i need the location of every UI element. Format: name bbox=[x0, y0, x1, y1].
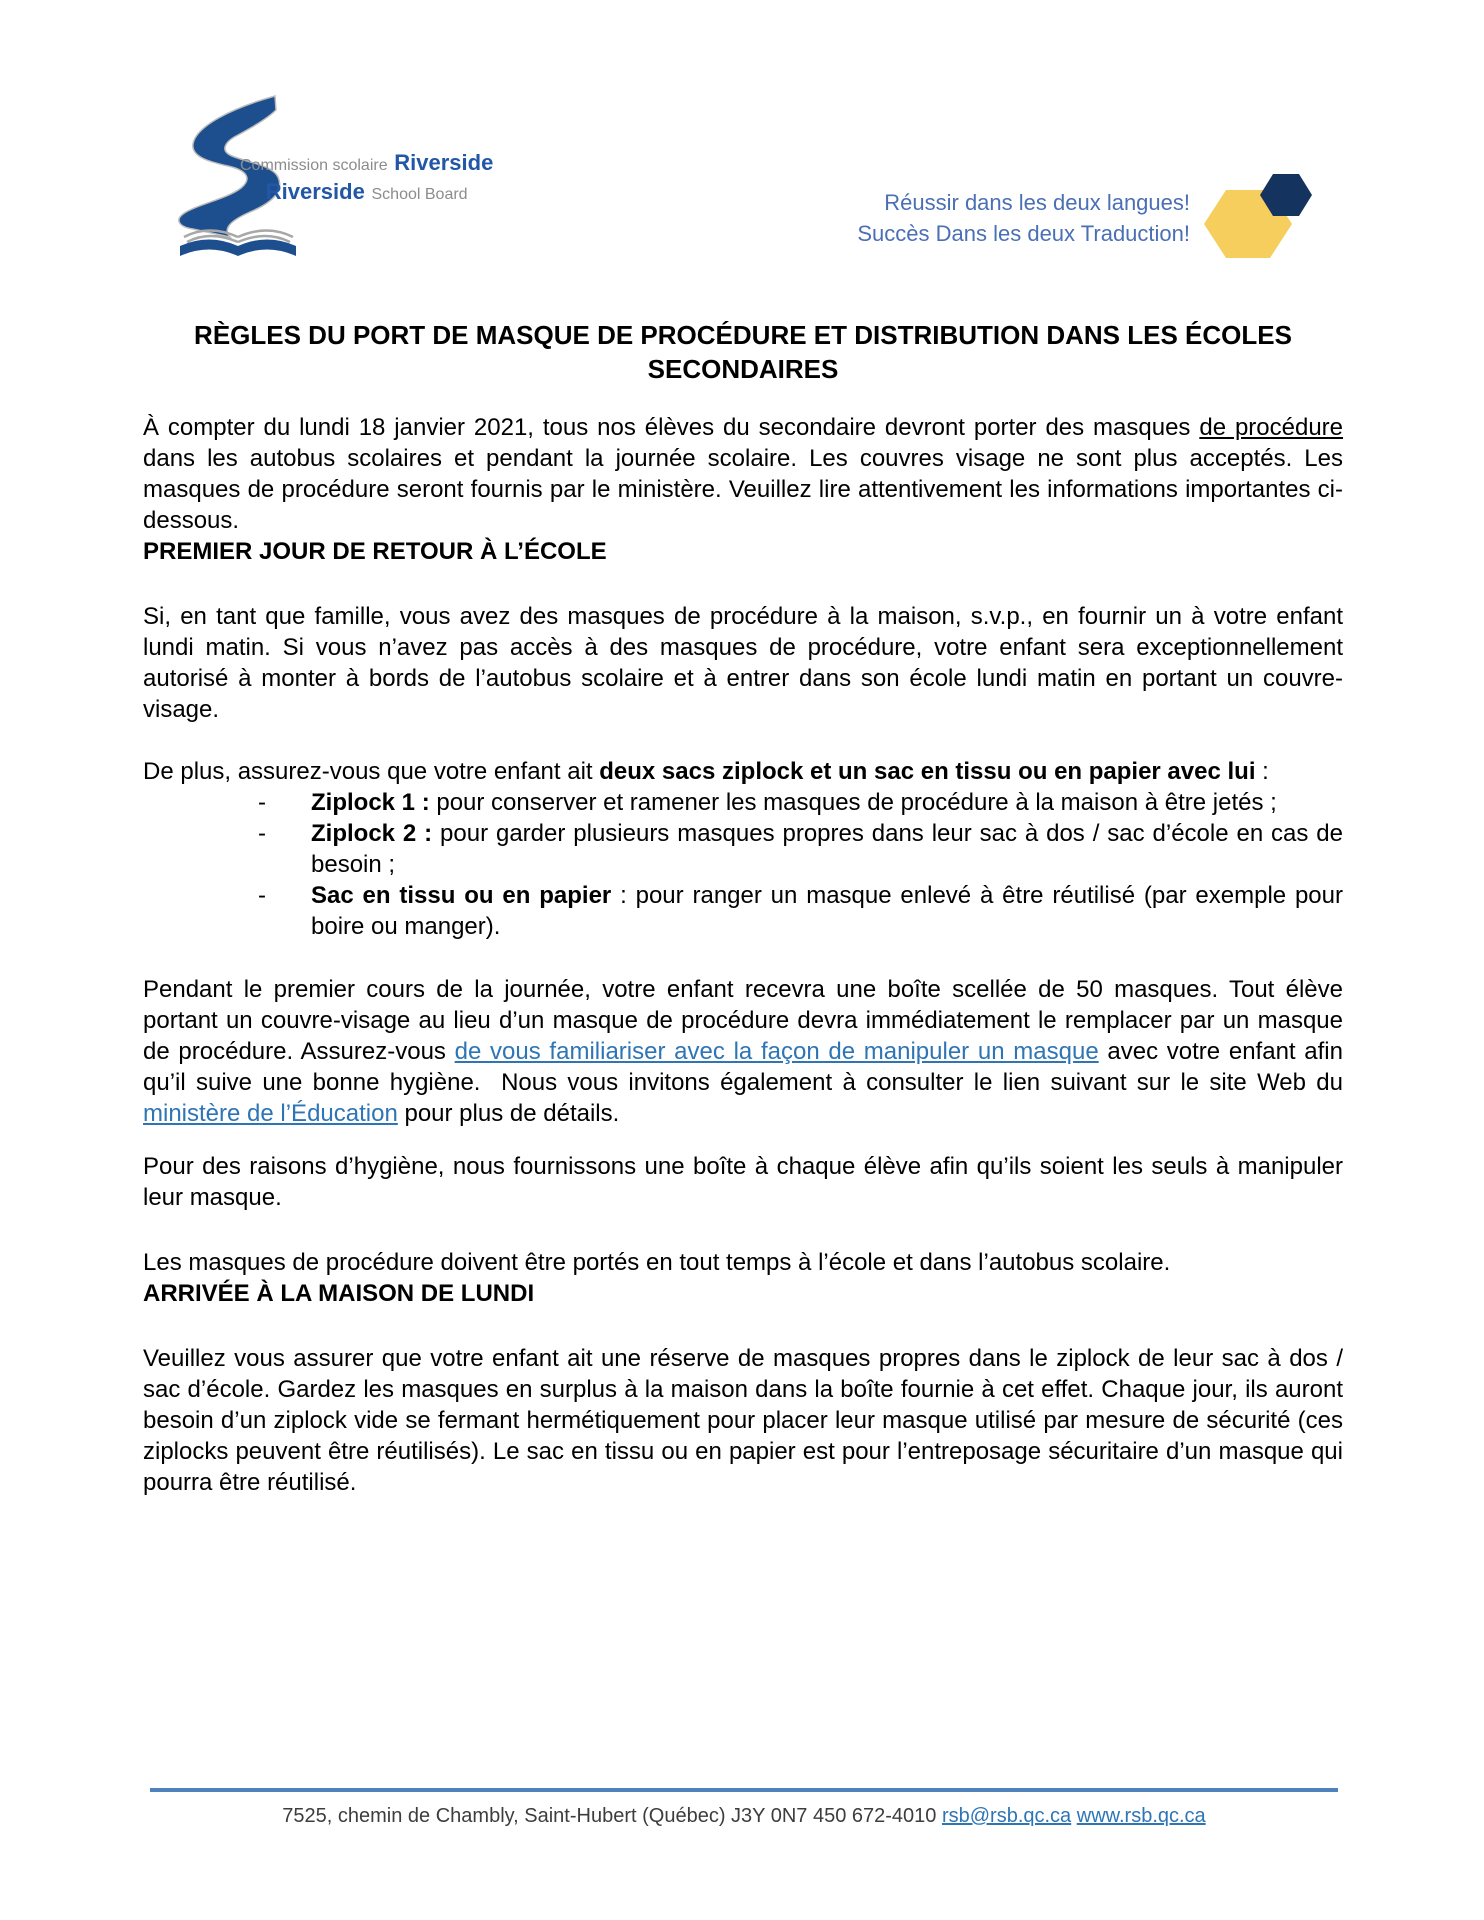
intro-paragraph bbox=[143, 412, 1343, 536]
paragraph-port-en-tout-temps bbox=[143, 1247, 1343, 1278]
footer-address: 7525, chemin de Chambly, Saint-Hubert (Québec) J3Y 0N7 450 672-4010 bbox=[282, 1805, 942, 1827]
text-segment: pour garder plusieurs masques propres dans leur sac à dos / sac d’école en cas de besoin ; bbox=[311, 820, 1344, 878]
paragraph-premier-jour-1 bbox=[143, 601, 1343, 725]
list-item-ziplock-2 bbox=[258, 818, 1343, 880]
text-segment: pour plus de détails. bbox=[397, 1100, 620, 1127]
section-heading-premier-jour: PREMIER JOUR DE RETOUR À L’ÉCOLE bbox=[143, 538, 607, 565]
list-item-ziplock-1 bbox=[258, 787, 1343, 818]
text-segment: avec votre enfant afin qu’il suive une bonne hygiène. Nous vous invitons également à consulter le lien suivant sur le site Web du bbox=[143, 1038, 1343, 1096]
text-segment: pour conserver et ramener les masques de procédure à la maison à être jetés ; bbox=[429, 789, 1277, 816]
text-segment: : pour ranger un masque enlevé à être réutilisé (par exemple pour boire ou manger). bbox=[311, 882, 1343, 940]
document-title bbox=[143, 318, 1343, 386]
logo-commission-label: Commission scolaire bbox=[240, 157, 388, 174]
dash-marker: - bbox=[258, 820, 266, 847]
tagline-block bbox=[857, 172, 1316, 264]
footer-website-link[interactable]: www.rsb.qc.ca bbox=[1076, 1805, 1206, 1827]
link-ministere-education[interactable]: ministère de l’Éducation bbox=[143, 1100, 398, 1127]
tagline-line2: Succès Dans les deux Traduction! bbox=[857, 221, 1190, 246]
text-segment: De plus, assurez-vous que votre enfant ait bbox=[143, 758, 600, 785]
bold-text: Ziplock 1 : bbox=[311, 789, 430, 816]
header bbox=[0, 0, 1484, 280]
document-body bbox=[0, 318, 1484, 1498]
footer bbox=[150, 1788, 1338, 1830]
bold-text: Ziplock 2 : bbox=[311, 820, 433, 847]
text-segment: : bbox=[1255, 758, 1269, 785]
dash-marker: - bbox=[258, 789, 266, 816]
underlined-text: de procédure bbox=[1199, 414, 1344, 441]
text-segment: Si, en tant que famille, vous avez des masques de procédure à la maison, s.v.p., en fournir un à votre enfant lundi matin. Si vous n’avez pas accès à des masques de procédure, votre enfant sera exceptionnellement autorisé à monter à bords de l’autobus scolaire et à entrer dans son école lundi matin en portant un couvre-visage. bbox=[143, 603, 1343, 723]
bold-text: Sac en tissu ou en papier bbox=[311, 882, 612, 909]
link-manipuler-masque[interactable]: de vous familiariser avec la façon de manipuler un masque bbox=[454, 1038, 1099, 1065]
paragraph-sacs-intro bbox=[143, 756, 1343, 787]
logo-school-board-label: School Board bbox=[371, 186, 468, 203]
text-segment: Pendant le premier cours de la journée, votre enfant recevra une boîte scellée de 50 masques. Tout élève portant un couvre-visage au lieu d’un masque de procédure devra immédiatement le remplacer par un masque de procédure. Assurez-vous bbox=[143, 976, 1343, 1065]
paragraph-boite-masques bbox=[143, 974, 1343, 1129]
hexagons-icon bbox=[1204, 172, 1316, 264]
footer-email-link[interactable]: rsb@rsb.qc.ca bbox=[941, 1805, 1072, 1827]
text-segment: À compter du lundi 18 janvier 2021, tous nos élèves du secondaire devront porter des masques bbox=[143, 414, 1200, 441]
logo-text bbox=[240, 150, 493, 208]
text-segment: Pour des raisons d’hygiène, nous fournissons une boîte à chaque élève afin qu’ils soient les seuls à manipuler leur masque. bbox=[143, 1153, 1343, 1211]
tagline-line1: Réussir dans les deux langues! bbox=[884, 190, 1190, 215]
bold-text: deux sacs ziplock et un sac en tissu ou en papier avec lui bbox=[599, 758, 1256, 785]
logo-riverside-en: Riverside bbox=[265, 179, 365, 204]
bullet-list bbox=[143, 787, 1343, 942]
list-item-sac-tissu bbox=[258, 880, 1343, 942]
logo-riverside-fr: Riverside bbox=[394, 150, 494, 175]
section-heading-arrivee-maison: ARRIVÉE À LA MAISON DE LUNDI bbox=[143, 1280, 535, 1307]
dash-marker: - bbox=[258, 882, 266, 909]
paragraph-hygiene bbox=[143, 1151, 1343, 1213]
title-line2: SECONDAIRES bbox=[647, 354, 839, 384]
title-line1: RÈGLES DU PORT DE MASQUE DE PROCÉDURE ET DISTRIBUTION DANS LES ÉCOLES bbox=[194, 320, 1292, 350]
text-segment: Veuillez vous assurer que votre enfant ait une réserve de masques propres dans le ziplock de leur sac à dos / sac d’école. Gardez les masques en surplus à la maison dans la boîte fournie à cet effet. Chaque jour, ils auront besoin d’un ziplock vide se fermant hermétiquement pour placer leur masque utilisé par mesure de sécurité (ces ziplocks peuvent être réutilisés). Le sac en tissu ou en papier est pour l’entreposage sécuritaire d’un masque qui pourra être réutilisé. bbox=[143, 1345, 1343, 1496]
riverside-logo bbox=[150, 90, 494, 270]
text-segment: dans les autobus scolaires et pendant la journée scolaire. Les couvres visage ne sont plus acceptés. Les masques de procédure seront fournis par le ministère. Veuillez lire attentivement les informations importantes ci-dessous. bbox=[143, 445, 1343, 534]
text-segment: Les masques de procédure doivent être portés en tout temps à l’école et dans l’autobus scolaire. bbox=[143, 1249, 1171, 1276]
paragraph-arrivee-maison bbox=[143, 1343, 1343, 1498]
